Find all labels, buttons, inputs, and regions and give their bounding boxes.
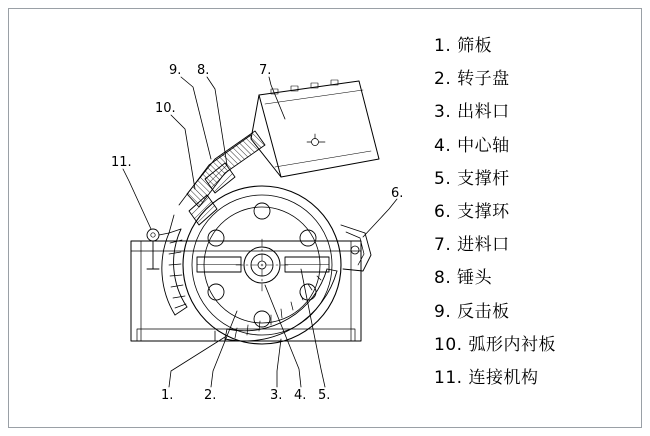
support-ring bbox=[341, 225, 371, 271]
leader-5 bbox=[301, 269, 325, 387]
legend-item-4: 4. 中心轴 bbox=[434, 135, 510, 156]
legend-item-11: 11. 连接机构 bbox=[434, 367, 539, 388]
legend-item-1: 1. 筛板 bbox=[434, 36, 493, 56]
connecting-mechanism bbox=[147, 229, 169, 269]
screen-plate bbox=[225, 269, 337, 341]
callout-10: 10. bbox=[155, 101, 176, 116]
callout-4: 4. bbox=[294, 388, 307, 403]
legend-item-5: 5. 支撑杆 bbox=[434, 168, 510, 189]
callout-3: 3. bbox=[270, 388, 283, 403]
callout-9: 9. bbox=[169, 63, 182, 78]
legend-item-6: 6. 支撑环 bbox=[434, 201, 510, 222]
leader-8 bbox=[207, 77, 227, 165]
callout-8: 8. bbox=[197, 63, 210, 78]
legend-item-9: 9. 反击板 bbox=[434, 301, 510, 322]
feed-inlet-hopper bbox=[251, 80, 379, 177]
leader-11 bbox=[123, 169, 151, 229]
leader-6 bbox=[363, 199, 397, 237]
legend-item-3: 3. 出料口 bbox=[434, 102, 510, 123]
leader-10 bbox=[171, 115, 195, 189]
crusher-drawing-svg bbox=[19, 19, 419, 419]
leader-9 bbox=[181, 77, 211, 159]
legend-list bbox=[434, 37, 634, 409]
support-rods bbox=[197, 257, 329, 272]
callout-2: 2. bbox=[204, 388, 217, 403]
callout-11: 11. bbox=[111, 155, 132, 170]
callout-7: 7. bbox=[259, 63, 272, 78]
leader-2 bbox=[211, 311, 237, 387]
legend-item-8: 8. 锤头 bbox=[434, 268, 493, 289]
legend-item-7: 7. 进料口 bbox=[434, 235, 510, 256]
figure-frame bbox=[8, 8, 642, 428]
callout-6: 6. bbox=[391, 186, 404, 201]
leader-7 bbox=[269, 77, 285, 119]
crusher-diagram bbox=[19, 19, 419, 419]
callout-1: 1. bbox=[161, 388, 174, 403]
legend-item-10: 10. 弧形内衬板 bbox=[434, 334, 556, 355]
legend-item-2: 2. 转子盘 bbox=[434, 69, 510, 90]
callout-5: 5. bbox=[318, 388, 331, 403]
leader-3 bbox=[277, 339, 281, 387]
